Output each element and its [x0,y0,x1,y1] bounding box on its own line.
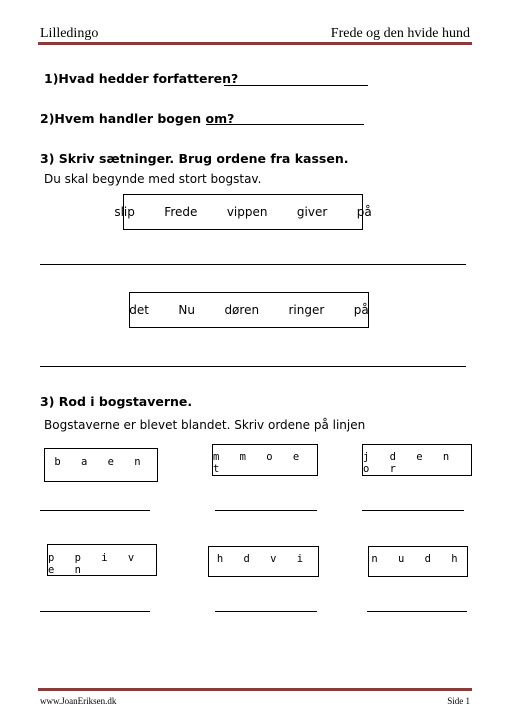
sentence-line-1[interactable] [40,264,466,265]
word-box-2 [129,292,369,328]
answer-line-word-4[interactable] [40,611,150,612]
word-box-1 [114,194,372,230]
scrambled-word-4 [47,544,157,576]
question-1: 1)Hvad hedder forfatteren? [44,71,239,86]
header-rule [38,42,472,45]
question-2: 2)Hvem handler bogen om? [40,111,235,126]
question-3-instruction: Du skal begynde med stort bogstav. [44,172,262,186]
answer-line-word-5[interactable] [215,611,317,612]
scrambled-word-2 [212,444,318,476]
header-right: Frede og den hvide hund [330,26,470,41]
sentence-line-2[interactable] [40,366,466,367]
scrambled-word-4-text: p p i v e n [48,552,142,576]
word-box-1-text: slip Frede vippen giver på [114,205,372,219]
header-left: Lilledingo [40,26,99,41]
answer-line-word-1[interactable] [40,510,150,511]
scrambled-word-1 [44,448,158,482]
answer-line-word-2[interactable] [215,510,317,511]
scrambled-word-5-text: h d v i [216,553,311,565]
answer-line-2[interactable] [206,124,364,125]
scrambled-word-3-text: j d e n o r [363,451,457,475]
scrambled-word-6-text: n u d h [371,553,465,565]
question-3-title: 3) Skriv sætninger. Brug ordene fra kassen. [40,151,349,166]
word-box-2-text: det Nu døren ringer på [129,303,369,317]
scrambled-word-1-text: b a e n [54,456,148,468]
footer-rule [38,688,472,691]
scrambled-word-3 [362,444,472,476]
answer-line-word-6[interactable] [367,611,467,612]
footer-left[interactable]: www.JoanEriksen.dk [40,696,117,706]
scrambled-word-6 [368,546,468,577]
question-4-title: 3) Rod i bogstaverne. [40,394,193,409]
answer-line-1[interactable] [224,85,368,86]
answer-line-word-3[interactable] [362,510,464,511]
footer-right: Side 1 [447,696,470,706]
scrambled-word-2-text: m m o e t [213,451,307,475]
question-4-instruction: Bogstaverne er blevet blandet. Skriv ordene på linjen [44,418,366,432]
scrambled-word-5 [208,546,319,577]
